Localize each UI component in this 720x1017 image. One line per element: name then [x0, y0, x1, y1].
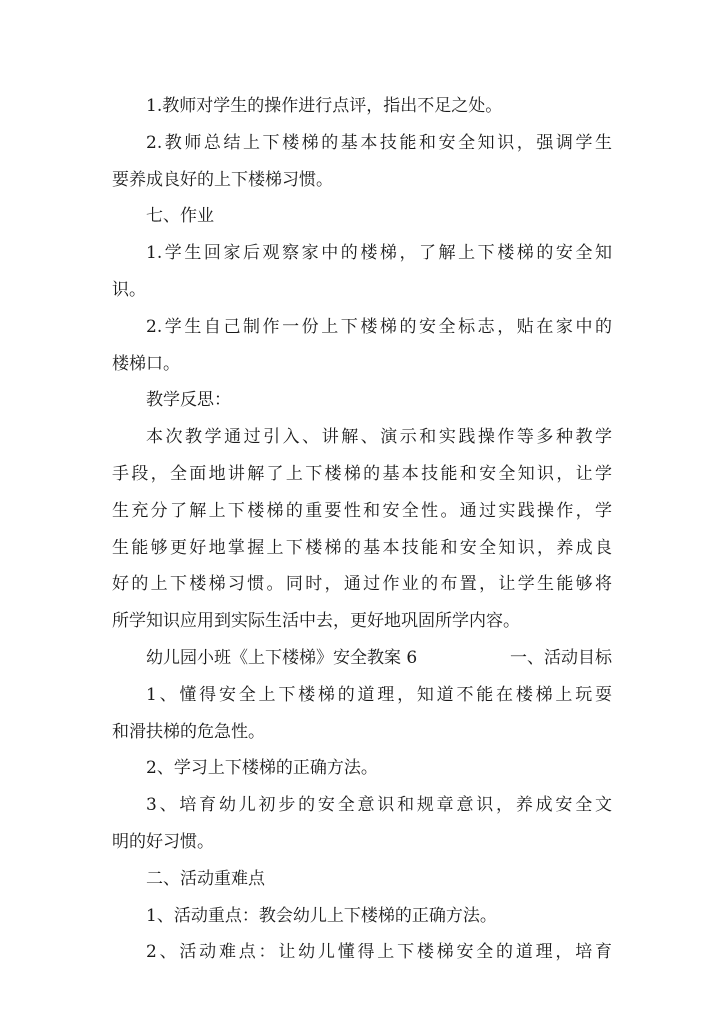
- text-line: 楼梯口。: [112, 353, 180, 374]
- text-line: 所学知识应用到实际生活中去，更好地巩固所学内容。: [112, 611, 520, 632]
- text-line: 要养成良好的上下楼梯习惯。: [112, 169, 333, 190]
- text-line: 1.教师对学生的操作进行点评，指出不足之处。: [146, 96, 503, 116]
- paragraph-block-2: [112, 677, 612, 971]
- text-line: 1、懂得安全上下楼梯的道理，知道不能在楼梯上玩耍: [146, 684, 612, 705]
- text-line: 2.学生自己制作一份上下楼梯的安全标志，贴在家中的: [146, 316, 612, 337]
- section-heading-goals: 一、活动目标: [510, 647, 612, 668]
- lesson-title: 幼儿园小班《上下楼梯》安全教案 6: [146, 647, 418, 668]
- text-line: 本次教学通过引入、讲解、演示和实践操作等多种教学: [146, 427, 612, 448]
- text-line: 生充分了解上下楼梯的重要性和安全性。通过实践操作，学: [112, 500, 612, 521]
- text-line: 好的上下楼梯习惯。同时，通过作业的布置，让学生能够将: [112, 574, 612, 595]
- paragraph-block-1: [112, 88, 612, 640]
- text-line: 2、学习上下楼梯的正确方法。: [146, 758, 378, 779]
- text-line: 识。: [112, 279, 146, 300]
- text-line: 3、培育幼儿初步的安全意识和规章意识，养成安全文: [146, 795, 612, 816]
- text-line: 生能够更好地掌握上下楼梯的基本技能和安全知识，养成良: [112, 537, 612, 558]
- text-line: 1.学生回家后观察家中的楼梯，了解上下楼梯的安全知: [146, 243, 612, 264]
- text-line: 2.教师总结上下楼梯的基本技能和安全知识，强调学生: [146, 132, 612, 153]
- text-line: 2、活动难点：让幼儿懂得上下楼梯安全的道理，培育: [146, 942, 612, 963]
- text-line: 明的好习惯。: [112, 831, 214, 852]
- text-line: 手段，全面地讲解了上下楼梯的基本技能和安全知识，让学: [112, 463, 612, 484]
- text-line: 和滑扶梯的危急性。: [112, 721, 265, 742]
- text-line: 教学反思：: [146, 390, 231, 411]
- text-line: 1、活动重点：教会幼儿上下楼梯的正确方法。: [146, 905, 497, 926]
- text-line: 七、作业: [146, 206, 214, 227]
- body-text: [112, 88, 612, 971]
- text-line: 二、活动重难点: [146, 868, 265, 889]
- lesson-title-row: [112, 640, 612, 677]
